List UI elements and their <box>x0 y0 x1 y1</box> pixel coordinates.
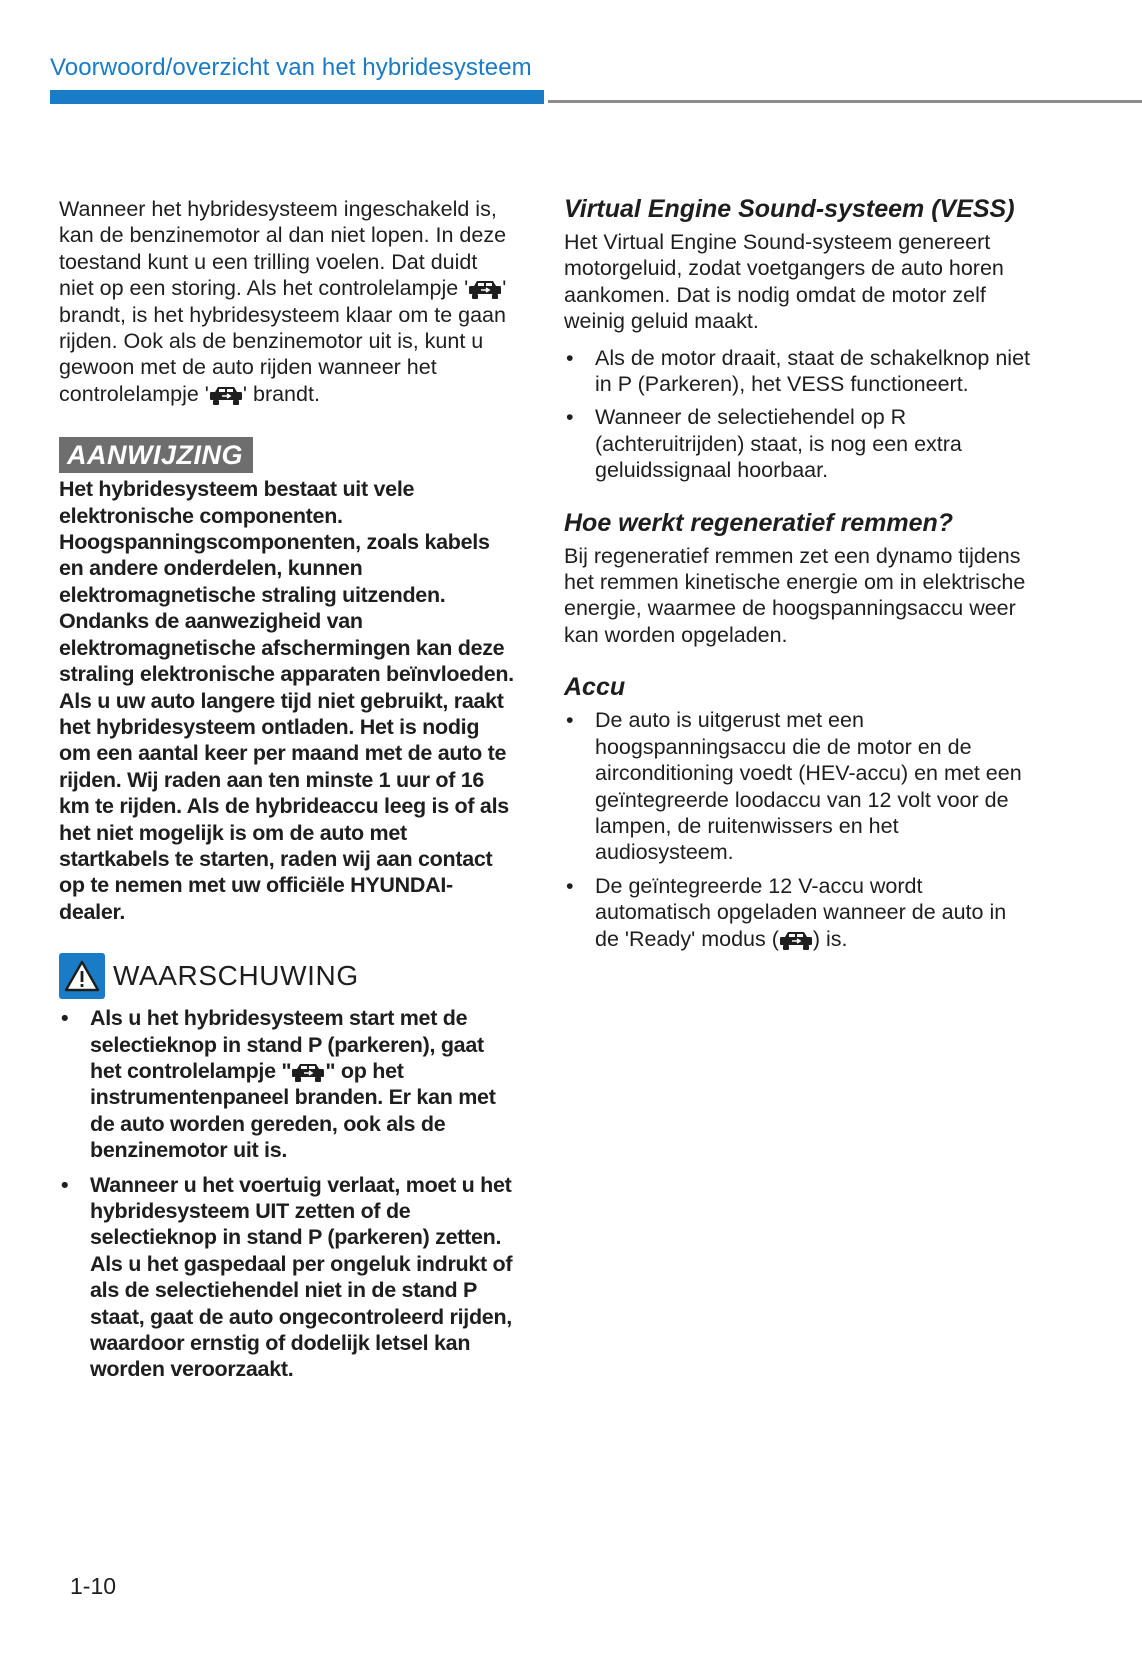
list-item: • De auto is uitgerust met een hoogspanningsaccu die de motor en de airconditioning voedt (HEV-accu) en met een geïntegreerde loodaccu van 12 volt voor de lampen, de ruitenwissers en het audiosysteem. <box>566 708 1022 865</box>
list-item: • De geïntegreerde 12 V-accu wordt automatisch opgeladen wanneer de auto in de 'Ready' modus ( ) is. <box>566 873 1007 951</box>
ready-car-icon <box>291 1061 325 1083</box>
vess-text: Het Virtual Engine Sound-systeem genereert motorgeluid, zodat voetgangers de auto horen aankomen. Dat is nodig omdat de motor zelf weinig geluid maakt. <box>564 230 1004 334</box>
warning-title: WAARSCHUWING <box>113 960 359 992</box>
intro-paragraph: Wanneer het hybridesysteem ingeschakeld is, kan de benzinemotor al dan niet lopen. In deze toestand kunt u een trilling voelen. Dat duidt niet op een storing. Als het controlelampje ' ' brandt, is het hybridesysteem klaar om te gaan rijden. Ook als de benzinemotor uit is, kunt u gewoon met de auto rijden wanneer het controlelampje ' ' brandt. <box>59 197 507 406</box>
header-rule <box>548 100 1142 103</box>
ready-car-icon <box>209 384 243 406</box>
vess-list <box>564 345 1034 484</box>
regen-text: Bij regeneratief remmen zet een dynamo tijdens het remmen kinetische energie om in elektrische energie, waarmee de hoogspanningsaccu weer kan worden opgeladen. <box>564 543 1026 647</box>
warning-triangle-icon <box>59 953 105 999</box>
ready-car-icon <box>779 929 813 951</box>
warning-heading <box>59 953 514 999</box>
list-item: • Als de motor draait, staat de schakelknop niet in P (Parkeren), het VESS functioneert. <box>566 345 1031 397</box>
right-column <box>564 196 1034 959</box>
page-number: 1-10 <box>70 1573 117 1599</box>
list-item: • Als u het hybridesysteem start met de selectieknop in stand P (parkeren), gaat het controlelampje " " op het instrumentenpaneel branden. Er kan met de auto worden gereden, ook als de benzinemotor uit is. <box>61 1006 496 1163</box>
note-text: Het hybridesysteem bestaat uit vele elektronische componenten. Hoogspanningscomponenten, zoals kabels en andere onderdelen, kunnen elektromagnetische straling uitzenden. Ondanks de aanwezigheid van elektromagnetische afschermingen kan deze straling elektronische apparaten beïnvloeden. Als u uw auto langere tijd niet gebruikt, raakt het hybridesysteem ontladen. Het is nodig om een aantal keer per maand met de auto te rijden. Wij raden aan ten minste 1 uur of 16 km te rijden. Als de hybrideaccu leeg is of als het niet mogelijk is om de auto met startkabels te starten, raden wij aan contact op te nemen met uw officiële HYUNDAI-dealer. <box>59 477 514 924</box>
list-item: • Wanneer de selectiehendel op R (achteruitrijden) staat, is nog een extra geluidssignaal hoorbaar. <box>566 405 962 483</box>
accu-list <box>564 707 1034 952</box>
vess-heading: Virtual Engine Sound-systeem (VESS) <box>564 195 1015 223</box>
regen-heading: Hoe werkt regeneratief remmen? <box>564 508 954 537</box>
ready-car-icon <box>468 278 502 300</box>
accu-heading: Accu <box>564 673 626 702</box>
header-title: Voorwoord/overzicht van het hybridesysteem <box>50 54 532 81</box>
list-item: • Wanneer u het voertuig verlaat, moet u het hybridesysteem UIT zetten of de selectieknop in stand P (parkeren) zetten. Als u het gaspedaal per ongeluk indrukt of als de selectiehendel niet in de stand P staat, gaat de auto ongecontroleerd rijden, waardoor ernstig of dodelijk letsel kan worden veroorzaakt. <box>61 1172 513 1382</box>
left-column <box>59 196 514 1391</box>
warning-list <box>59 1005 514 1383</box>
note-label: AANWIJZING <box>59 437 253 473</box>
header-accent-bar <box>50 90 544 104</box>
